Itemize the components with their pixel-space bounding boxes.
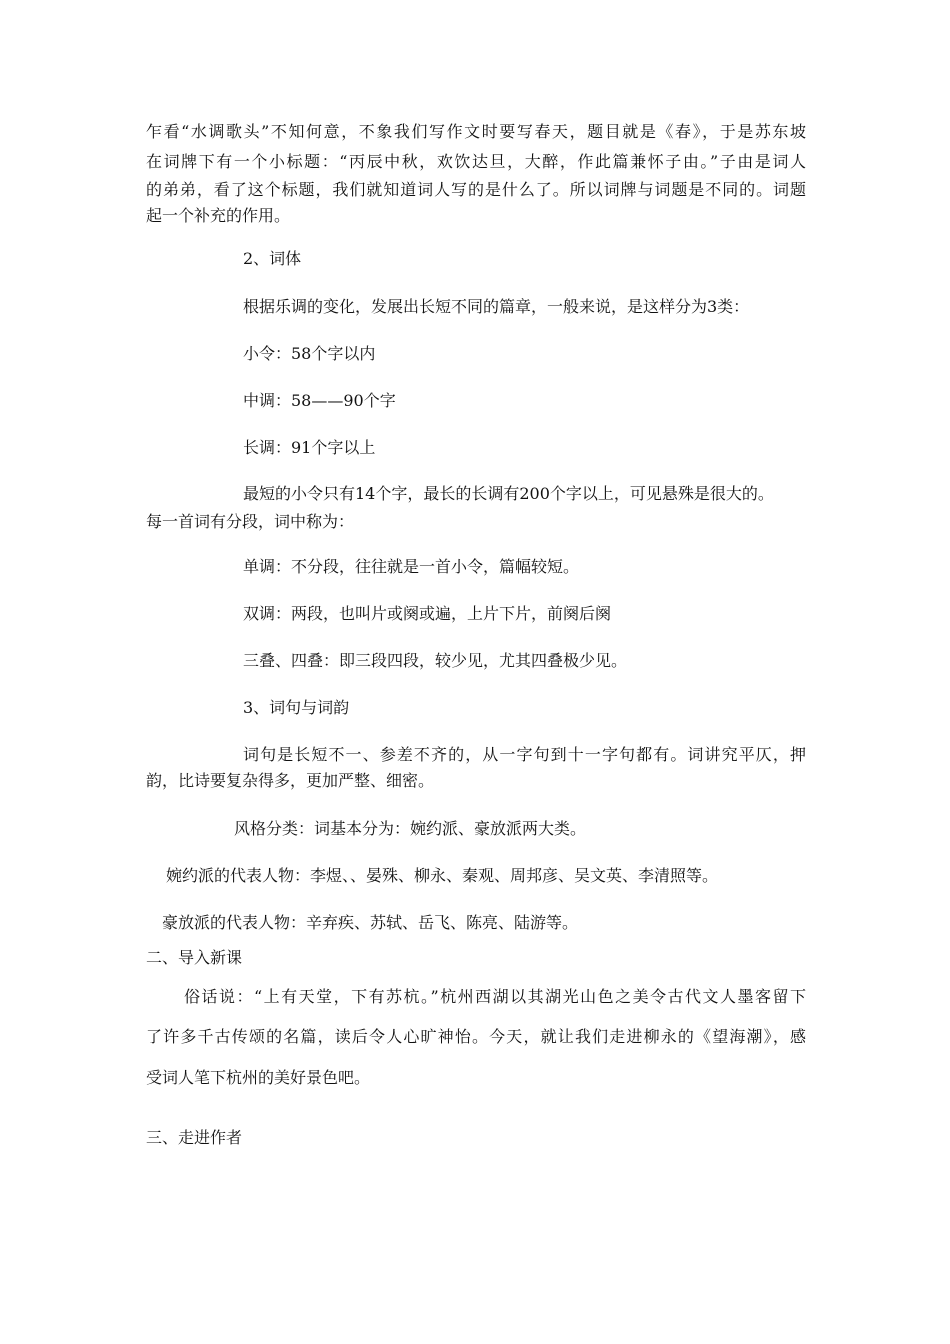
paragraph-line: 最短的小令只有14个字，最长的长调有200个字以上，可见悬殊是很大的。 xyxy=(243,484,774,503)
paragraph-line: 根据乐调的变化，发展出长短不同的篇章，一般来说，是这样分为3类： xyxy=(243,297,750,316)
paragraph-line: 俗话说：“上有天堂，下有苏杭。”杭州西湖以其湖光山色之美令古代文人墨客留下 xyxy=(184,987,806,1006)
paragraph-line: 在词牌下有一个小标题：“丙辰中秋，欢饮达旦，大醉，作此篇兼怀子由。”子由是词人 xyxy=(146,152,806,171)
paragraph-line: 受词人笔下杭州的美好景色吧。 xyxy=(146,1068,371,1087)
list-item: 小令：58个字以内 xyxy=(243,344,376,363)
paragraph-line: 婉约派的代表人物：李煜、、晏殊、柳永、秦观、周邦彦、吴文英、李清照等。 xyxy=(166,866,719,885)
section-heading-citi: 2、词体 xyxy=(243,249,302,268)
list-item: 单调：不分段，往往就是一首小令，篇幅较短。 xyxy=(243,557,580,576)
paragraph-line: 每一首词有分段，词中称为： xyxy=(146,512,355,531)
paragraph-line: 韵，比诗要复杂得多，更加严整、细密。 xyxy=(146,771,435,790)
paragraph-line: 豪放派的代表人物：辛弃疾、苏轼、岳飞、陈亮、陆游等。 xyxy=(162,913,579,932)
paragraph-line: 的弟弟，看了这个标题，我们就知道词人写的是什么了。所以词牌与词题是不同的。词题 xyxy=(146,180,806,199)
paragraph-line: 词句是长短不一、参差不齐的，从一字句到十一字句都有。词讲究平仄，押 xyxy=(243,745,806,764)
list-item: 双调：两段，也叫片或阕或遍，上片下片，前阕后阕 xyxy=(243,604,612,623)
paragraph-line: 风格分类：词基本分为：婉约派、豪放派两大类。 xyxy=(234,819,587,838)
section-heading-zuozhe: 三、走进作者 xyxy=(146,1128,243,1147)
list-item: 中调：58——90个字 xyxy=(243,391,396,410)
section-heading-ciju: 3、词句与词韵 xyxy=(243,698,350,717)
paragraph-line: 起一个补充的作用。 xyxy=(146,206,291,225)
paragraph-line: 了许多千古传颂的名篇，读后令人心旷神怡。今天，就让我们走进柳永的《望海潮》，感 xyxy=(146,1027,806,1046)
section-heading-daoru: 二、导入新课 xyxy=(146,948,243,967)
list-item: 长调：91个字以上 xyxy=(243,438,376,457)
paragraph-line: 乍看“水调歌头”不知何意，不象我们写作文时要写春天，题目就是《春》，于是苏东坡 xyxy=(146,122,806,141)
list-item: 三叠、四叠：即三段四段，较少见，尤其四叠极少见。 xyxy=(243,651,628,670)
